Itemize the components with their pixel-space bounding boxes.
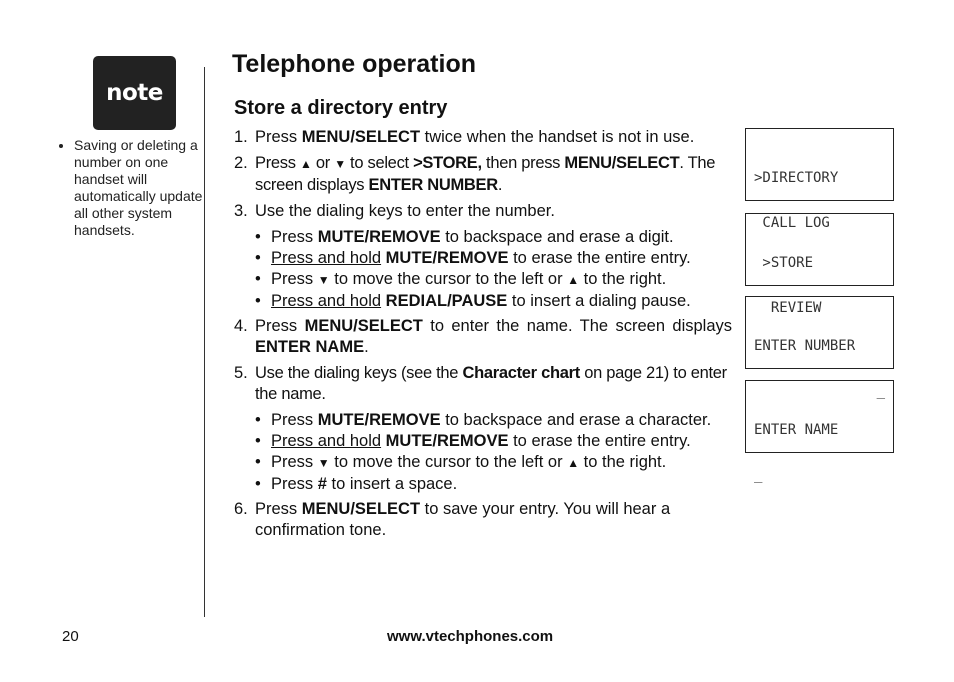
step-1: 1. Press MENU/SELECT twice when the handset is not in use. bbox=[234, 128, 695, 146]
up-arrow-icon: ▲ bbox=[567, 273, 580, 287]
cursor: _ bbox=[876, 383, 885, 399]
up-arrow-icon: ▲ bbox=[299, 157, 312, 171]
step-number: 5. bbox=[234, 364, 248, 382]
lcd-screen-directory: >DIRECTORY CALL LOG bbox=[745, 128, 894, 201]
key-label: MENU/SELECT bbox=[564, 154, 680, 172]
key-label: >STORE, bbox=[413, 154, 482, 172]
key-label: ENTER NUMBER bbox=[368, 176, 498, 194]
step-number: 2. bbox=[234, 154, 248, 172]
step-number: 6. bbox=[234, 500, 248, 518]
note-badge-label: note bbox=[106, 80, 163, 106]
sidebar-note bbox=[58, 137, 203, 239]
bullet-item: • Press MUTE/REMOVE to backspace and erase a digit. bbox=[255, 228, 674, 246]
footer-url: www.vtechphones.com bbox=[387, 628, 554, 645]
bullet-item: • Press ▼ to move the cursor to the left or ▲ to the right. bbox=[255, 270, 667, 288]
step-2: 2. Press ▲ or ▼ to select >STORE, then press MENU/SELECT. The screen displays ENTER NUMBER. bbox=[234, 154, 716, 194]
step-number: 1. bbox=[234, 128, 248, 146]
down-arrow-icon: ▼ bbox=[317, 273, 330, 287]
lcd-screen-enter-name: ENTER NAME _ bbox=[745, 380, 894, 453]
bullet-item: • Press ▼ to move the cursor to the left or ▲ to the right. bbox=[255, 453, 667, 471]
step-3-bullets bbox=[234, 227, 732, 312]
step-number: 4. bbox=[234, 317, 248, 335]
step-5: 5. Use the dialing keys (see the Character chart on page 21) to enter the name. bbox=[234, 364, 727, 403]
bullet-item: • Press and hold REDIAL/PAUSE to insert a dialing pause. bbox=[255, 292, 691, 310]
key-label: MENU/SELECT bbox=[301, 128, 421, 146]
lcd-screen-store: >STORE REVIEW bbox=[745, 213, 894, 286]
lcd-screen-enter-number: ENTER NUMBER _ bbox=[745, 296, 894, 369]
bullet-item: • Press and hold MUTE/REMOVE to erase the entire entry. bbox=[255, 432, 691, 450]
page-number: 20 bbox=[62, 628, 79, 645]
cursor: _ bbox=[754, 467, 763, 483]
up-arrow-icon: ▲ bbox=[567, 456, 580, 470]
step-4: 4. Press MENU/SELECT to enter the name. The screen displays ENTER NAME. bbox=[234, 317, 732, 356]
vertical-divider bbox=[204, 67, 205, 617]
step-6: 6. Press MENU/SELECT to save your entry. You will hear a confirmation tone. bbox=[234, 500, 671, 539]
section-title: Store a directory entry bbox=[234, 97, 448, 119]
step-5-bullets bbox=[234, 410, 732, 495]
note-badge bbox=[93, 56, 176, 130]
down-arrow-icon: ▼ bbox=[317, 456, 330, 470]
bullet-item: • Press MUTE/REMOVE to backspace and erase a character. bbox=[255, 411, 712, 429]
bullet-item: • Press and hold MUTE/REMOVE to erase the entire entry. bbox=[255, 249, 691, 267]
steps-list bbox=[234, 127, 732, 546]
down-arrow-icon: ▼ bbox=[334, 157, 346, 171]
bullet-item: • Press # to insert a space. bbox=[255, 475, 458, 493]
page-title: Telephone operation bbox=[232, 50, 476, 78]
step-number: 3. bbox=[234, 202, 248, 220]
step-3: 3. Use the dialing keys to enter the number. bbox=[234, 202, 555, 220]
sidebar-note-item: • Saving or deleting a number on one handset will automatically update all other system handsets. bbox=[74, 137, 203, 239]
